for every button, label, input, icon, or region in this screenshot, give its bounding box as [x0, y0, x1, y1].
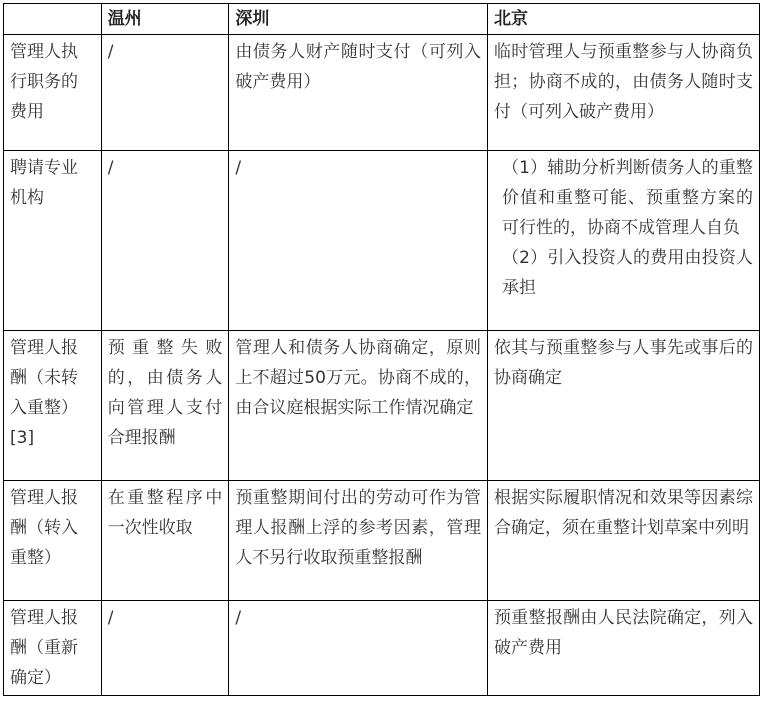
cell-beijing: [488, 151, 760, 331]
cell-beijing: 预重整报酬由人民法院确定，列入破产费用: [488, 601, 760, 696]
comparison-table: [3, 3, 760, 696]
table-row: [4, 331, 760, 481]
header-shenzhen: 深圳: [229, 4, 488, 35]
cell-shenzhen: 由债务人财产随时支付（可列入破产费用）: [229, 35, 488, 151]
cell-wenzhou: 在重整程序中一次性收取: [101, 481, 229, 601]
cell-wenzhou: /: [101, 151, 229, 331]
cell-shenzhen: /: [229, 151, 488, 331]
cell-wenzhou: /: [101, 35, 229, 151]
table-row: [4, 481, 760, 601]
cell-wenzhou: /: [101, 601, 229, 696]
row-label: 聘请专业机构: [4, 151, 102, 331]
table-row: [4, 151, 760, 331]
cell-shenzhen: 管理人和债务人协商确定，原则上不超过50万元。协商不成的，由合议庭根据实际工作情况确定: [229, 331, 488, 481]
cell-beijing: 依其与预重整参与人事先或事后的协商确定: [488, 331, 760, 481]
cell-beijing: 根据实际履职情况和效果等因素综合确定，须在重整计划草案中列明: [488, 481, 760, 601]
header-wenzhou: 温州: [101, 4, 229, 35]
row-label: 管理人报酬（转入重整）: [4, 481, 102, 601]
beijing-point-2: （2）引入投资人的费用由投资人承担: [502, 248, 753, 298]
cell-wenzhou: 预重整失败的，由债务人向管理人支付合理报酬: [101, 331, 229, 481]
cell-beijing: 临时管理人与预重整参与人协商负担；协商不成的，由债务人随时支付（可列入破产费用）: [488, 35, 760, 151]
row-label: 管理人执行职务的费用: [4, 35, 102, 151]
cell-shenzhen: /: [229, 601, 488, 696]
header-blank: [4, 4, 102, 35]
row-label: 管理人报酬（重新确定）: [4, 601, 102, 696]
header-row: [4, 4, 760, 35]
header-beijing: 北京: [488, 4, 760, 35]
cell-shenzhen: 预重整期间付出的劳动可作为管理人报酬上浮的参考因素，管理人不另行收取预重整报酬: [229, 481, 488, 601]
row-label: 管理人报酬（未转入重整）[3]: [4, 331, 102, 481]
beijing-point-1: （1）辅助分析判断债务人的重整价值和重整可能、预重整方案的可行性的，协商不成管理人自负: [502, 158, 753, 238]
table-row: [4, 35, 760, 151]
table-row: [4, 601, 760, 696]
